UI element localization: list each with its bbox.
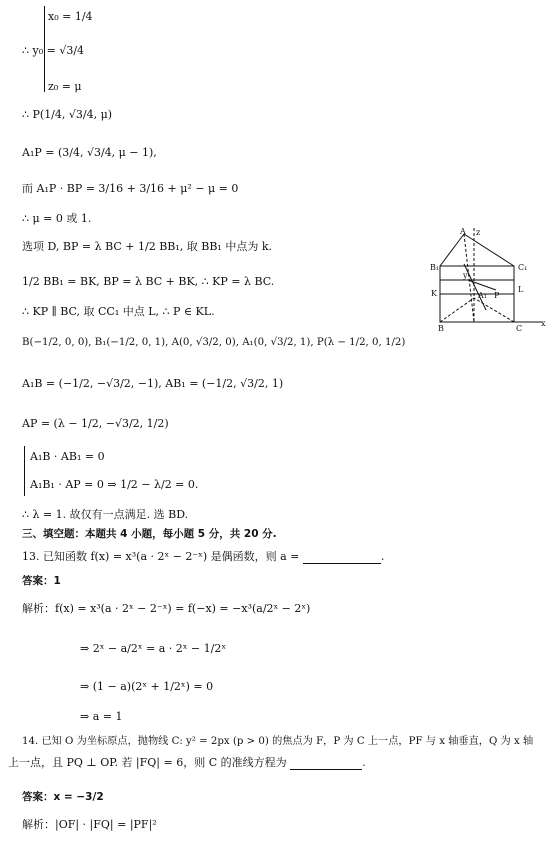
answer-label: 答案：1 bbox=[22, 575, 61, 587]
section-heading: 三、填空题：本题共 4 小题，每小题 5 分，共 20 分. bbox=[22, 528, 277, 540]
label-x: x bbox=[541, 319, 546, 328]
label-B: B bbox=[438, 324, 444, 332]
equation-line: ∴ λ = 1. 故仅有一点满足. 选 BD. bbox=[22, 508, 189, 521]
solution-line: 解析：|OF| · |FQ| = |PF|² bbox=[22, 818, 157, 831]
label-L: L bbox=[518, 285, 524, 294]
system-brace-2 bbox=[24, 446, 25, 496]
equation-line: x₀ = 1/4 bbox=[48, 10, 93, 23]
question-14-cont: 上一点，且 PQ ⊥ OP. 若 |FQ| = 6，则 C 的准线方程为 . bbox=[8, 756, 366, 769]
equation-line: ∴ KP ∥ BC, 取 CC₁ 中点 L, ∴ P ∈ KL. bbox=[22, 305, 215, 318]
question-13: 13. 已知函数 f(x) = x³(a · 2ˣ − 2⁻ˣ) 是偶函数，则 a = . bbox=[22, 550, 385, 563]
equation-line: 1/2 BB₁ = BK, BP = λ BC + BK, ∴ KP = λ BC. bbox=[22, 275, 275, 288]
label-A: A bbox=[460, 228, 466, 236]
equation-line: ∴ y₀ = √3/4 bbox=[22, 44, 85, 57]
equation-line: ∴ P(1/4, √3/4, μ) bbox=[22, 108, 113, 121]
equation-line: ∴ μ = 0 或 1. bbox=[22, 212, 92, 225]
equation-line: z₀ = μ bbox=[48, 80, 82, 93]
label-P: P bbox=[494, 291, 500, 300]
equation-line: A₁B₁ · AP = 0 ⇒ 1/2 − λ/2 = 0. bbox=[30, 478, 199, 491]
equation-line: A₁P = (3/4, √3/4, μ − 1), bbox=[22, 146, 157, 159]
equation-line: 而 A₁P · BP = 3/16 + 3/16 + μ² − μ = 0 bbox=[22, 182, 239, 195]
answer-label: 答案：x = −3/2 bbox=[22, 791, 104, 803]
label-z: z bbox=[476, 228, 481, 237]
equation-line: A₁B = (−1/2, −√3/2, −1), AB₁ = (−1/2, √3/2, 1) bbox=[22, 377, 284, 390]
solution-line: ⇒ a = 1 bbox=[80, 710, 123, 723]
prism-figure bbox=[430, 228, 548, 332]
question-14: 14. 已知 O 为坐标原点，抛物线 C: y² = 2px (p > 0) 的焦点为 F，P 为 C 上一点，PF 与 x 轴垂直，Q 为 x 轴 bbox=[22, 736, 534, 747]
equation-line: AP = (λ − 1/2, −√3/2, 1/2) bbox=[22, 417, 169, 430]
label-K: K bbox=[431, 289, 437, 298]
equation-line: A₁B · AB₁ = 0 bbox=[30, 450, 105, 463]
answer-blank bbox=[290, 759, 362, 770]
question-13-text: 13. 已知函数 f(x) = x³(a · 2ˣ − 2⁻ˣ) 是偶函数，则 a = bbox=[22, 550, 300, 563]
label-y: y bbox=[463, 271, 468, 280]
label-C: C bbox=[516, 324, 523, 332]
solution-line: ⇒ (1 − a)(2ˣ + 1/2ˣ) = 0 bbox=[80, 680, 214, 693]
solution-line: 解析：f(x) = x³(a · 2ˣ − 2⁻ˣ) = f(−x) = −x³(a/2ˣ − 2ˣ) bbox=[22, 602, 311, 615]
answer-blank bbox=[303, 553, 381, 564]
label-A1: A₁ bbox=[478, 291, 487, 300]
question-14-text: 上一点，且 PQ ⊥ OP. 若 |FQ| = 6，则 C 的准线方程为 bbox=[8, 756, 287, 769]
equation-line: B(−1/2, 0, 0), B₁(−1/2, 0, 1), A(0, √3/2, 0), A₁(0, √3/2, 1), P(λ − 1/2, 0, 1/2) bbox=[22, 337, 406, 348]
equation-line: 选项 D, BP = λ BC + 1/2 BB₁, 取 BB₁ 中点为 k. bbox=[22, 240, 272, 253]
label-B1: B₁ bbox=[430, 263, 440, 272]
solution-line: ⇒ 2ˣ − a/2ˣ = a · 2ˣ − 1/2ˣ bbox=[80, 642, 227, 655]
label-C1: C₁ bbox=[518, 263, 528, 272]
